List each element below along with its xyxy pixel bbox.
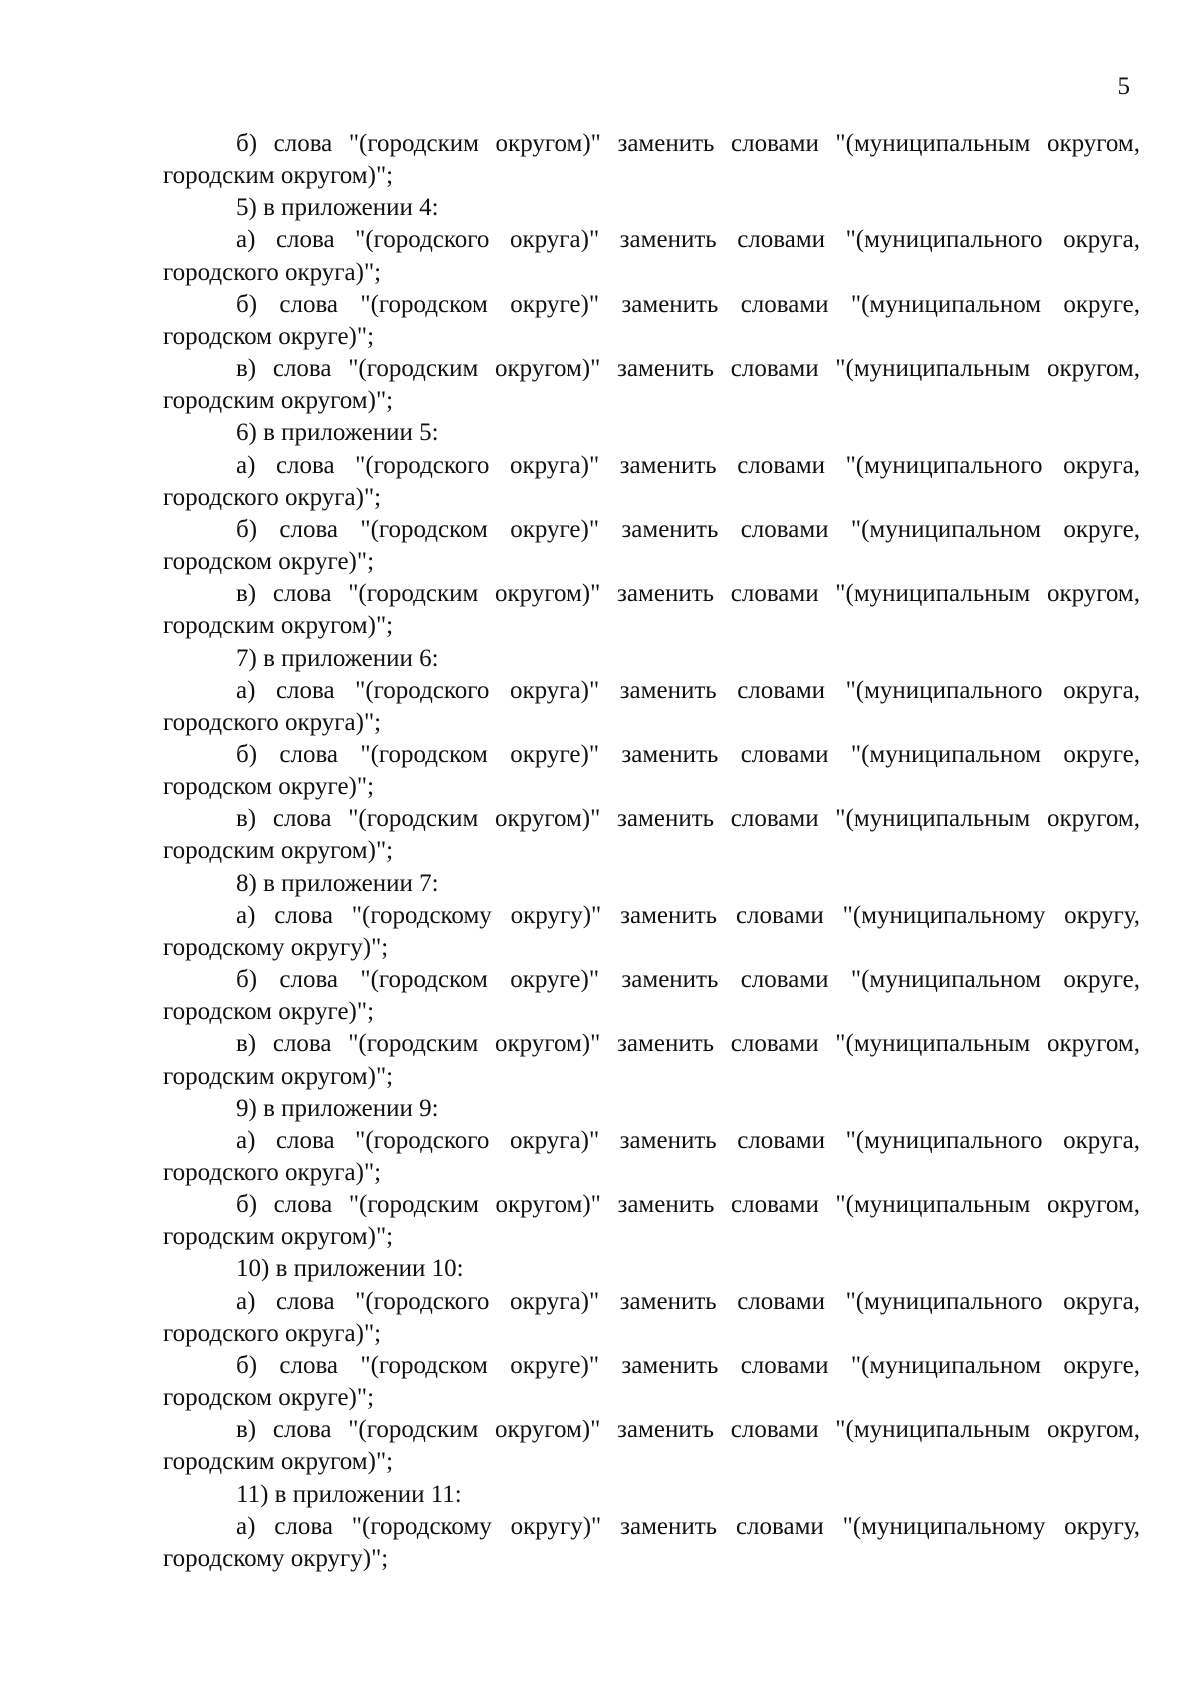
paragraph: 11) в приложении 11: (236, 1480, 462, 1508)
paragraph: б) слова "(городском округе)" заменить словами "(муниципальном округе, городском округе)"; (163, 1351, 1140, 1412)
paragraph: 6) в приложении 5: (236, 419, 439, 447)
paragraph: б) слова "(городским округом)" заменить словами "(муниципальным округом, городским округом)"; (163, 130, 1140, 190)
paragraph: в) слова "(городским округом)" заменить словами "(муниципальным округом, городским округом)"; (163, 805, 1140, 865)
paragraph: 10) в приложении 10: (236, 1255, 464, 1283)
paragraph: 8) в приложении 7: (236, 869, 439, 897)
paragraph: в) слова "(городским округом)" заменить словами "(муниципальным округом, городским округом)"; (163, 1030, 1140, 1090)
paragraph: а) слова "(городского округа)" заменить словами "(муниципального округа, городского округа)"; (163, 1126, 1140, 1186)
paragraph: а) слова "(городскому округу)" заменить словами "(муниципальному округу, городскому округу)"; (163, 1512, 1140, 1572)
paragraph: б) слова "(городском округе)" заменить словами "(муниципальном округе, городском округе)"; (163, 515, 1140, 576)
paragraph: б) слова "(городском округе)" заменить словами "(муниципальном округе, городском округе)"; (163, 740, 1140, 801)
paragraph: б) слова "(городском округе)" заменить словами "(муниципальном округе, городском округе)"; (163, 966, 1140, 1026)
paragraph: а) слова "(городского округа)" заменить словами "(муниципального округа, городского округа)"; (163, 451, 1140, 511)
paragraph: б) слова "(городском округе)" заменить словами "(муниципальном округе, городском округе)"; (163, 290, 1140, 350)
paragraph: а) слова "(городского округа)" заменить словами "(муниципального округа, городского округа)"; (163, 226, 1140, 286)
paragraph: в) слова "(городским округом)" заменить словами "(муниципальным округом, городским округом)"; (163, 580, 1140, 640)
paragraph: 9) в приложении 9: (236, 1094, 439, 1122)
paragraph: 5) в приложении 4: (236, 194, 439, 222)
paragraph: в) слова "(городским округом)" заменить словами "(муниципальным округом, городским округом)"; (163, 1416, 1140, 1476)
paragraph: в) слова "(городским округом)" заменить словами "(муниципальным округом, городским округом)"; (163, 355, 1140, 415)
document-body (163, 128, 1140, 1575)
paragraph: а) слова "(городскому округу)" заменить словами "(муниципальному округу, городскому округу)"; (163, 901, 1140, 961)
paragraph: б) слова "(городским округом)" заменить словами "(муниципальным округом, городским округом)"; (163, 1191, 1140, 1251)
paragraph: а) слова "(городского округа)" заменить словами "(муниципального округа, городского округа)"; (163, 1287, 1140, 1347)
paragraph: а) слова "(городского округа)" заменить словами "(муниципального округа, городского округа)"; (163, 676, 1140, 736)
paragraph: 7) в приложении 6: (236, 644, 439, 672)
page-number: 5 (1117, 73, 1130, 100)
